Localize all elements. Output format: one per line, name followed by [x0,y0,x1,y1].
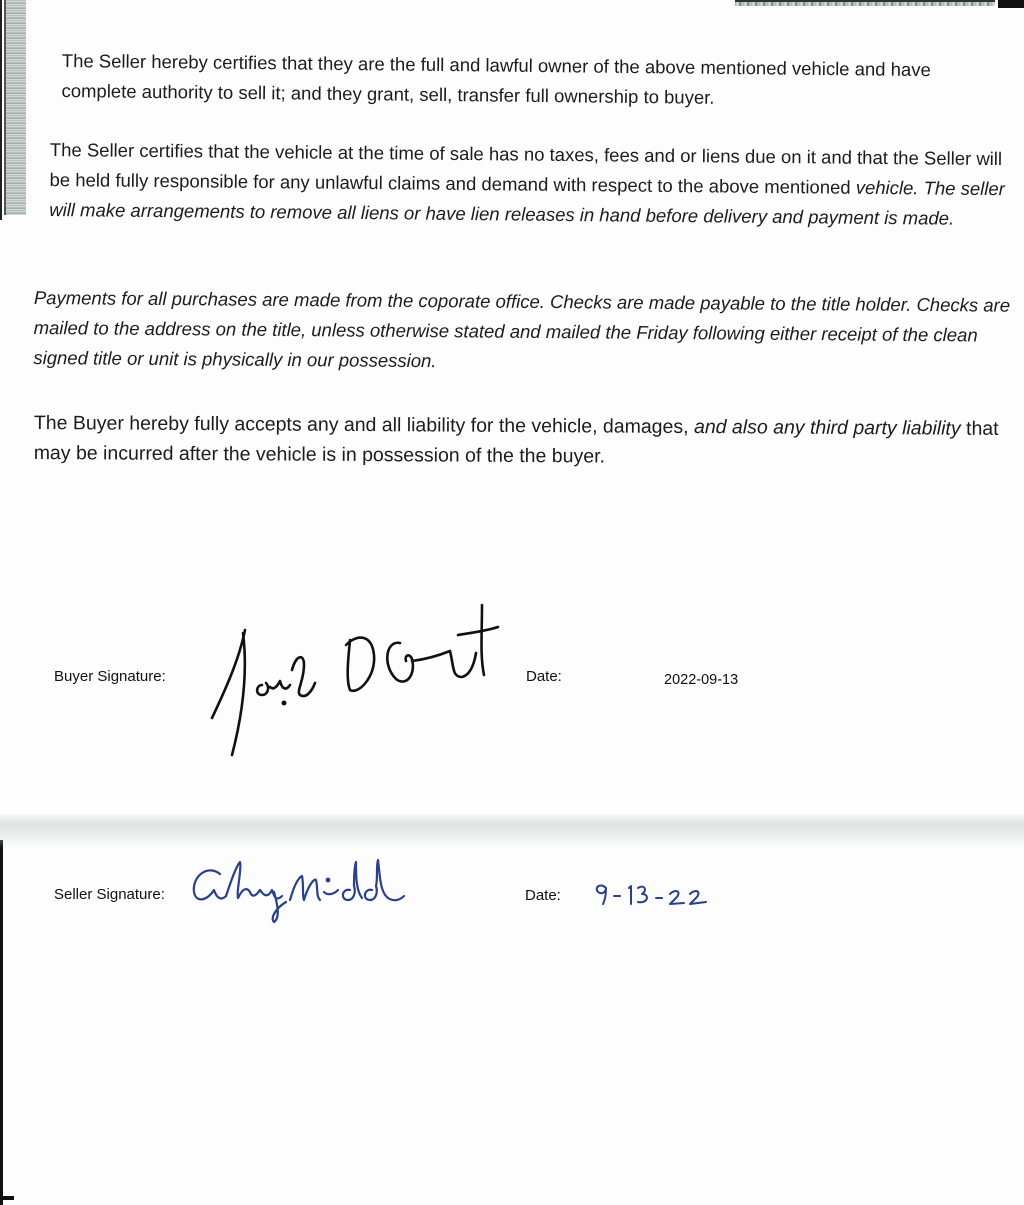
buyer-liability-text-3: that may be incurred after the vehicle is in possession of the the buyer. [33,417,999,468]
seller-signature-label: Seller Signature: [54,886,165,903]
seller-date-handwritten [592,876,717,910]
buyer-liability-text-1: The Buyer hereby fully accepts any and all liability for the vehicle, damages, [33,411,695,439]
scan-edge-bottom-left [0,840,3,1205]
seller-liens-text-1: The Seller certifies that the vehicle at the time of sale has no taxes, fees and or liens due on it and that the Seller will be held fully responsible for any unlawful claims and demand with respect to the above mentioned [49,138,1003,198]
seller-ownership-paragraph: The Seller hereby certifies that they are the full and lawful owner of the above mentioned vehicle and have complete authority to sell it; and they grant, sell, transfer full ownership to buyer. [61,49,931,108]
buyer-date-value: 2022-09-13 [664,672,739,688]
buyer-date-label: Date: [526,668,562,685]
buyer-signature [200,595,500,765]
seller-liens-paragraph [49,135,1010,234]
buyer-liability-paragraph [34,408,1019,474]
buyer-liability-text-2: and also any third party liability [693,416,961,440]
seller-signature [186,856,421,926]
scan-edge-top-left [0,0,2,220]
buyer-signature-label: Buyer Signature: [54,668,166,685]
certificate-top-border-line [735,0,995,2]
scan-corner-mark [998,0,1024,8]
paper-fold-shadow [0,812,1024,848]
seller-liens-text-2: vehicle. The seller will make arrangements to remove all liens or have lien releases in hand before delivery and payment is made. [49,176,1005,229]
scan-corner-mark-bottom [0,1196,14,1200]
payments-paragraph: Payments for all purchases are made from the coporate office. Checks are made payable to the title holder. Checks are mailed to the address on the title, unless otherwise stated and mailed the Friday following either receipt of the clean signed title or unit is physically in our possession. [33,286,1011,372]
seller-date-label: Date: [525,887,561,904]
certificate-border-pattern [6,0,26,215]
